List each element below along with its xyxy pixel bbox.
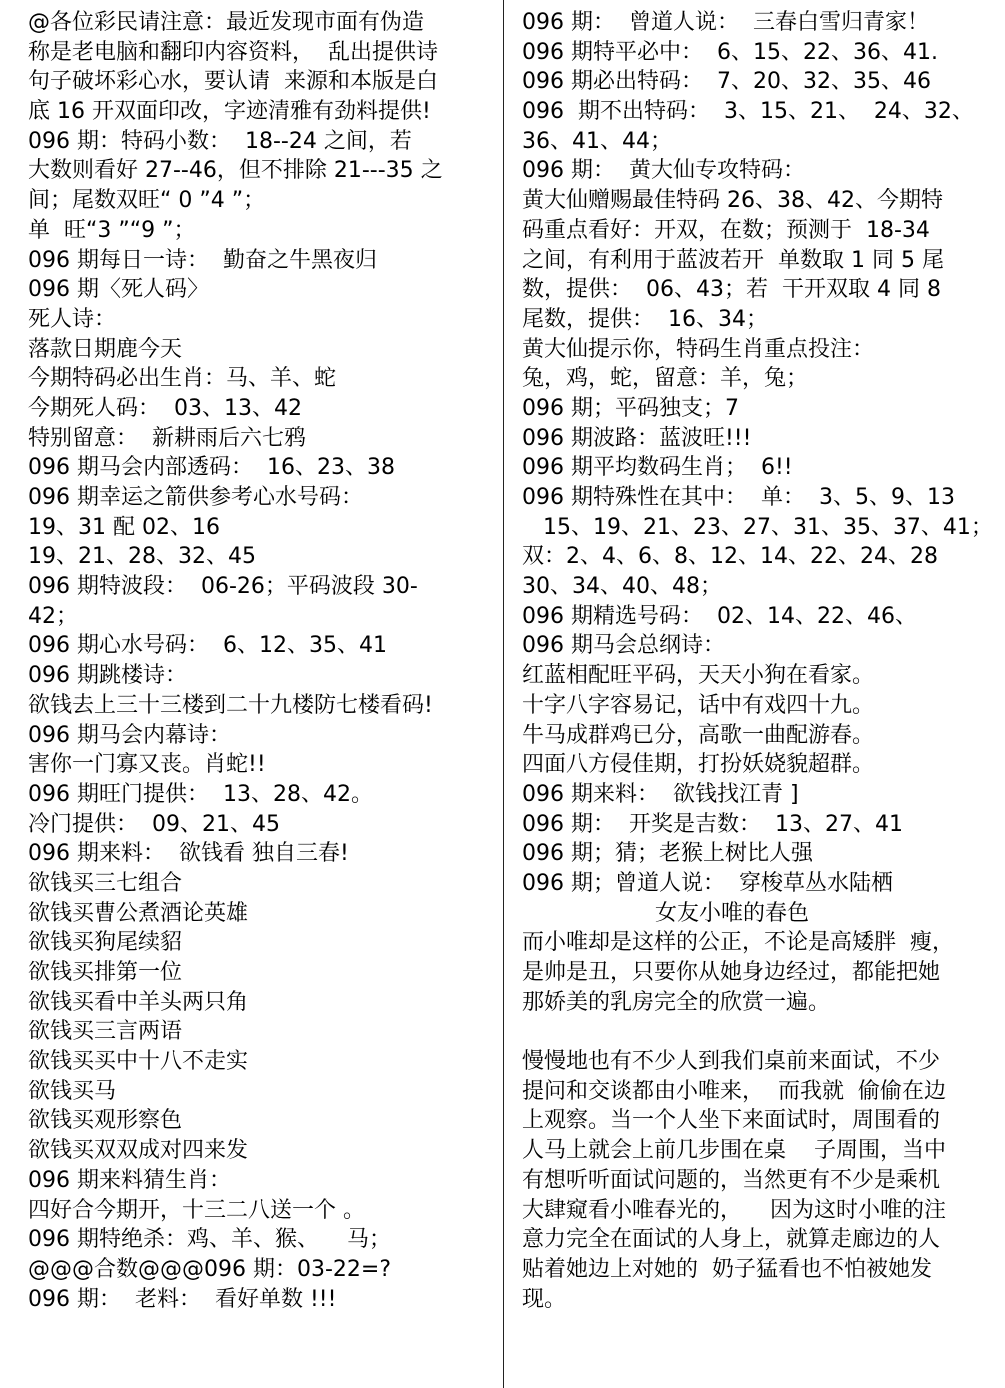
text-line: 096 期特波段： 06-26；平码波段 30- [28, 574, 418, 600]
text-line: @各位彩民请注意：最近发现市面有伪造 [28, 10, 425, 35]
story-title: 女友小唯的春色 [654, 900, 809, 926]
text-line: 096 期： 老料： 看好单数 !!! [28, 1286, 337, 1312]
text-line: 兔，鸡，蛇，留意：羊，兔； [522, 366, 809, 392]
text-line: 红蓝相配旺平码，天天小狗在看家。 [522, 663, 875, 689]
text-line: 096 期特平必中： 6、15、22、36、41. [522, 39, 938, 65]
text-line: 冷门提供： 09、21、45 [28, 811, 280, 837]
text-line: 096 期不出特码： 3、15、21、 24、32、 [522, 99, 974, 125]
text-line: 死人诗： [28, 306, 117, 332]
story-line: 大肆窥看小唯春光的， 因为这时小唯的注 [522, 1197, 946, 1223]
story-line: 人马上就会上前几步围在桌 子周围，当中 [522, 1138, 946, 1164]
text-line: 欲钱去上三十三楼到二十九楼防七楼看码! [28, 692, 433, 718]
text-line: 欲钱买三七组合 [28, 870, 183, 896]
text-line: 十字八字容易记，话中有戏四十九。 [522, 692, 875, 718]
story-line: 提问和交谈都由小唯来， 而我就 偷偷在边 [522, 1078, 946, 1104]
text-line: 096 期旺门提供： 13、28、42。 [28, 781, 373, 807]
text-line: 15、19、21、23、27、31、35、37、41； [522, 514, 993, 540]
story-line: 现。 [522, 1286, 567, 1312]
story-line: 那娇美的乳房完全的欣赏一遍。 [522, 989, 831, 1015]
column-divider [503, 0, 504, 1388]
story-line: 贴着她边上对她的 奶子猛看也不怕被她发 [522, 1256, 932, 1282]
text-line: 096 期马会总纲诗： [522, 633, 725, 659]
text-line: 欲钱买观形察色 [28, 1108, 183, 1134]
text-line: 欲钱买三言两语 [28, 1019, 183, 1045]
text-line: 096 期；曾道人说： 穿梭草丛水陆栖 [522, 870, 893, 896]
text-line: @@@合数@@@096 期：03-22=? [28, 1256, 392, 1282]
text-line: 096 期：特码小数： 18--24 之间，若 [28, 128, 412, 154]
text-line: 096 期来料： 欲钱看 独自三春! [28, 841, 349, 867]
text-line: 096 期来料： 欲钱找江青 ] [522, 781, 799, 807]
right-column-lines [522, 8, 993, 899]
text-line: 间；尾数双旺“ 0 ”4 ”； [28, 188, 266, 214]
text-line: 黄大仙提示你，特码生肖重点投注： [522, 336, 875, 362]
text-line: 096 期马会内部透码： 16、23、38 [28, 455, 395, 481]
text-line: 大数则看好 27--46，但不排除 21---35 之 [28, 158, 443, 184]
text-line: 42； [28, 603, 78, 629]
text-line: 称是老电脑和翻印内容资料， 乱出提供诗 [28, 39, 438, 65]
text-line: 落款日期鹿今天 [28, 336, 183, 362]
text-line: 双：2、4、6、8、12、14、22、24、28 [522, 544, 938, 570]
right-column [522, 8, 993, 1314]
text-line: 今期死人码： 03、13、42 [28, 395, 302, 421]
text-line: 096 期平均数码生肖； 6!! [522, 455, 793, 481]
text-line: 特别留意： 新耕雨后六七鸦 [28, 425, 306, 451]
story-line: 而小唯却是这样的公正，不论是高矮胖 瘦， [522, 930, 954, 956]
text-line: 19、21、28、32、45 [28, 544, 256, 570]
paragraph-gap [522, 1017, 982, 1047]
story-paragraph-2 [522, 1047, 982, 1314]
text-line: 096 期〈死人码〉 [28, 277, 209, 303]
text-line: 096 期波路：蓝波旺!!! [522, 425, 752, 451]
text-line: 096 期特殊性在其中： 单： 3、5、9、13 [522, 485, 955, 510]
text-line: 096 期： 开奖是吉数： 13、27、41 [522, 811, 903, 837]
text-line: 害你一门寡又丧。肖蛇!! [28, 752, 266, 778]
text-line: 黄大仙赠赐最佳特码 26、38、42、今期特 [522, 188, 943, 214]
text-line: 欲钱买买中十八不走实 [28, 1049, 249, 1075]
text-line: 底 16 开双面印改，字迹清雅有劲料提供! [28, 99, 431, 125]
text-line: 30、34、40、48； [522, 574, 722, 600]
text-line: 096 期幸运之箭供参考心水号码： [28, 485, 363, 510]
text-line: 欲钱买看中羊头两只角 [28, 989, 249, 1015]
text-line: 096 期跳楼诗： [28, 663, 187, 689]
text-line: 19、31 配 02、16 [28, 514, 220, 540]
text-line: 之间，有利用于蓝波若开 单数取 1 同 5 尾 [522, 247, 944, 273]
text-line: 096 期每日一诗： 勤奋之牛黑夜归 [28, 247, 377, 273]
text-line: 数，提供： 06、43；若 干开双取 4 同 8 [522, 277, 941, 303]
text-line: 096 期；猜；老猴上树比人强 [522, 841, 813, 867]
text-line: 096 期心水号码： 6、12、35、41 [28, 633, 387, 659]
text-line: 四面八方侵佳期，打扮妖娆貌超群。 [522, 752, 875, 778]
text-line: 096 期必出特码： 7、20、32、35、46 [522, 69, 931, 95]
text-line: 096 期： 曾道人说： 三春白雪归青家！ [522, 10, 929, 35]
text-line: 096 期；平码独支；7 [522, 395, 739, 421]
text-line: 欲钱买双双成对四来发 [28, 1138, 249, 1164]
left-column [28, 8, 498, 1314]
text-line: 欲钱买狗尾续貂 [28, 930, 183, 956]
text-line: 096 期： 黄大仙专攻特码： [522, 158, 805, 184]
text-line: 句子破坏彩心水，要认请 来源和本版是白 [28, 69, 438, 95]
text-line: 096 期来料猜生肖： [28, 1167, 231, 1193]
text-line: 欲钱买排第一位 [28, 960, 183, 985]
story-line: 有想听听面试问题的，当然更有不少是乘机 [522, 1167, 941, 1193]
text-line: 今期特码必出生肖：马、羊、蛇 [28, 366, 337, 392]
story-paragraph-1 [522, 928, 982, 1017]
text-line: 单 旺“3 ”“9 ”； [28, 217, 196, 243]
text-line: 码重点看好：开双，在数；预测于 18-34 [522, 217, 930, 243]
text-line: 牛马成群鸡已分，高歌一曲配游春。 [522, 722, 875, 748]
text-line: 尾数，提供： 16、34； [522, 306, 768, 332]
text-line: 096 期特绝杀：鸡、羊、猴、 马； [28, 1227, 391, 1253]
story-line: 是帅是丑，只要你从她身边经过，都能把她 [522, 960, 941, 985]
story-line: 慢慢地也有不少人到我们桌前来面试，不少 [522, 1049, 941, 1075]
text-line: 欲钱买曹公煮酒论英雄 [28, 900, 249, 926]
story-line: 上观察。当一个人坐下来面试时，周围看的 [522, 1108, 941, 1134]
story-line: 意力完全在面试的人身上，就算走廊边的人 [522, 1227, 941, 1253]
text-line: 欲钱买马 [28, 1078, 117, 1104]
text-line: 096 期精选号码： 02、14、22、46、 [522, 603, 917, 629]
text-line: 096 期马会内幕诗： [28, 722, 231, 748]
text-line: 36、41、44； [522, 128, 672, 154]
text-line: 四好合今期开，十三二八送一个 。 [28, 1197, 365, 1223]
